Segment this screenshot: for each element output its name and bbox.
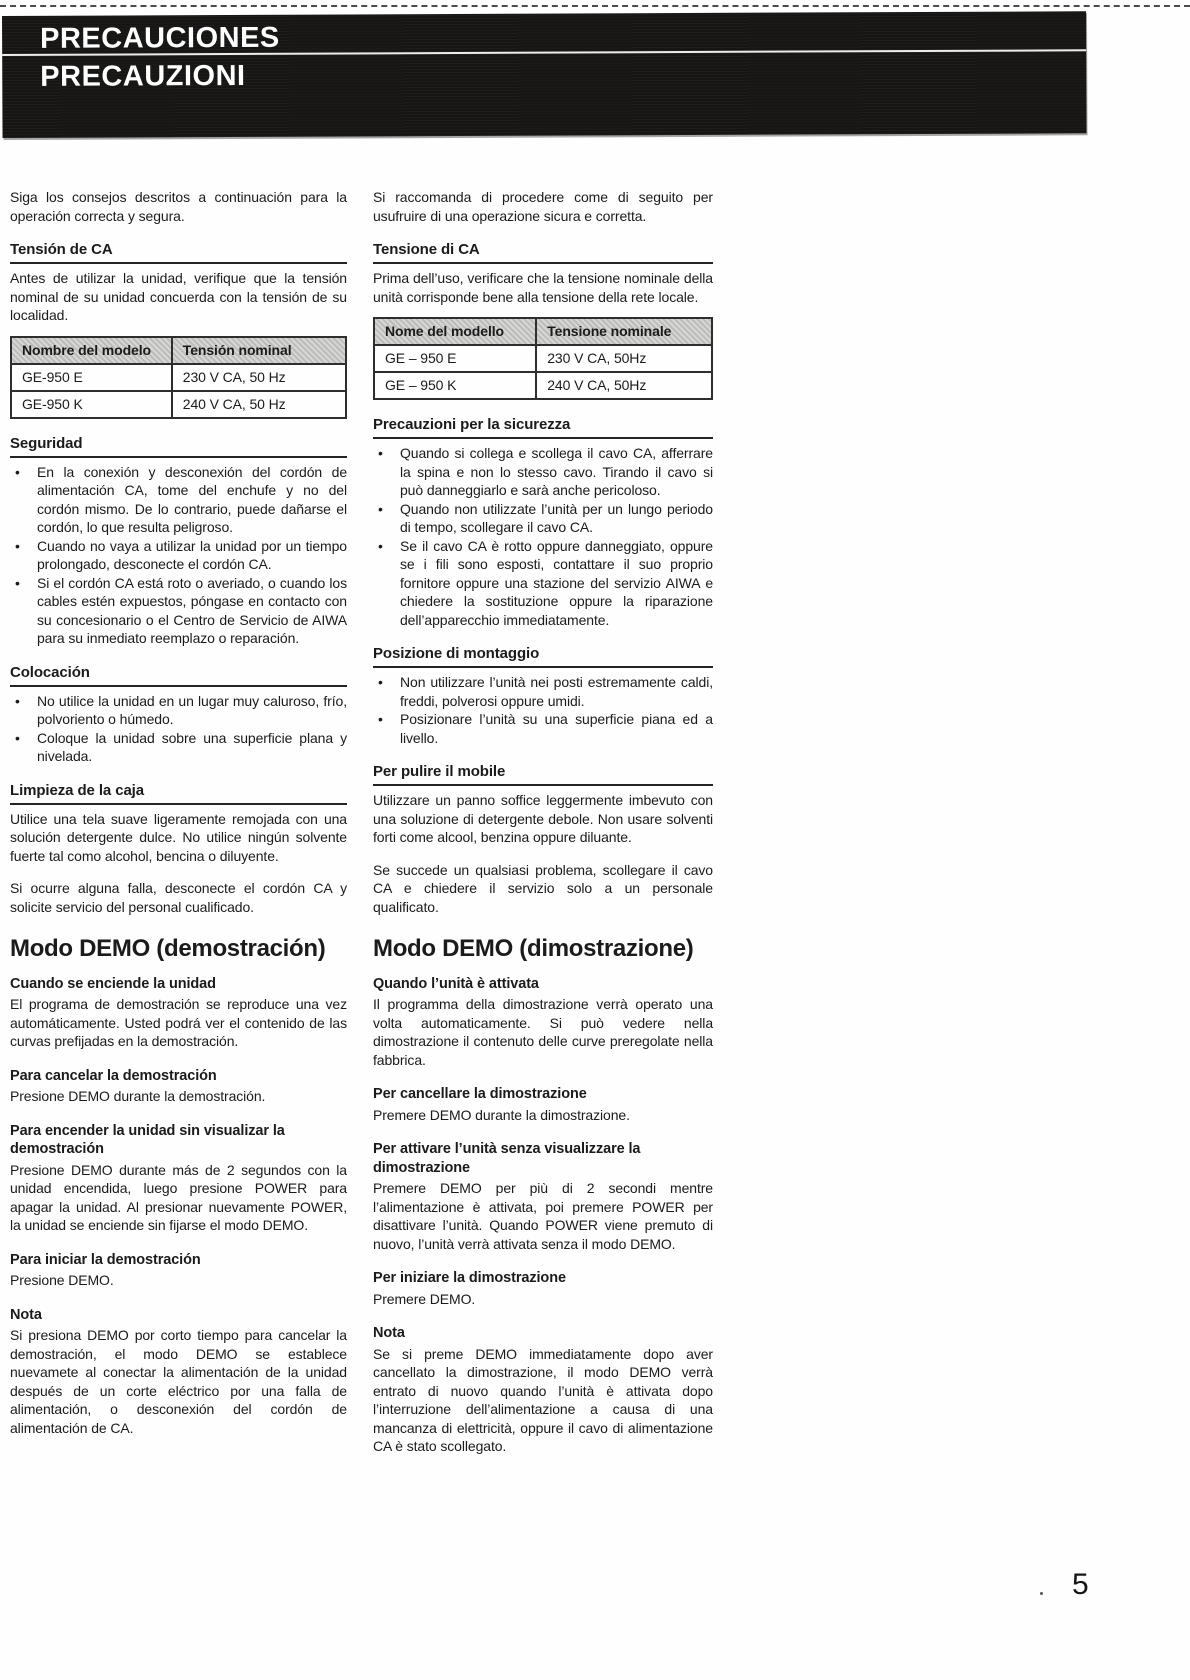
table-cell: GE-950 K — [11, 391, 172, 418]
table-row — [374, 372, 712, 399]
demo-paragraph: Presione DEMO durante la demostración. — [10, 1088, 266, 1104]
bullet-item: • Quando si collega e scollega il cavo CA, afferrare la spina e non lo stesso cavo. Tirando il cavo si può danneggiarlo e sarà anche pericoloso. — [373, 444, 713, 500]
voltage-heading-es: Tensión de CA — [10, 241, 347, 264]
table-header-cell: Tensione nominale — [536, 318, 712, 345]
fault-paragraph-es: Si ocurre alguna falla, desconecte el cordón CA y solicite servicio del personal cualificado. — [10, 880, 347, 915]
table-cell: 240 V CA, 50 Hz — [172, 391, 346, 418]
demo-paragraph: Presione DEMO. — [10, 1272, 114, 1288]
placement-heading-es: Colocación — [10, 664, 347, 687]
demo-paragraph: Il programma della dimostrazione verrà operato una volta automaticamente. Si può vedere nella dimostrazione il contenuto delle curve preregolate nella fabbrica. — [373, 996, 713, 1068]
demo-subheading: Para encender la unidad sin visualizar la demostración — [10, 1122, 285, 1157]
table-header-row — [374, 318, 712, 345]
demo-paragraph: Premere DEMO durante la dimostrazione. — [373, 1106, 630, 1123]
demo-paragraph: Premere DEMO. — [373, 1290, 476, 1307]
bullet-item: • Si el cordón CA está roto o averiado, o cuando los cables estén expuestos, póngase en contacto con su concesionario o el Centro de Servicio de AIWA para su inmediato reemplazo o reparación. — [10, 574, 347, 648]
demo-section-title-es: Modo DEMO (demostración) — [10, 935, 326, 962]
voltage-heading-it: Tensione di CA — [373, 241, 713, 264]
banner-title-italian: PRECAUZIONI — [40, 59, 246, 93]
column-italian — [373, 188, 713, 1456]
demo-paragraph: El programa de demostración se reproduce una vez automáticamente. Usted podrá ver el contenido de las curvas prefijadas en la demostración. — [10, 996, 347, 1049]
bullet-item: • Non utilizzare l’unità nei posti estremamente caldi, freddi, polverosi oppure umidi. — [373, 673, 713, 710]
bullet-item: • Cuando no vaya a utilizar la unidad por un tiempo prolongado, desconecte el cordón CA. — [10, 537, 347, 574]
title-banner — [2, 11, 1087, 138]
bullet-item: • En la conexión y desconexión del cordón de alimentación CA, tome del enchufe y no del cordón mismo. De lo contrario, puede dañarse el cordón, lo que resulta peligroso. — [10, 463, 347, 537]
note-paragraph: Se si preme DEMO immediatamente dopo aver cancellato la dimostrazione, il modo DEMO verrà entrato di nuovo quando l’unità è attivata dopo l’interruzione dell’alimentazione a causa di una mancanza di elettricità, oppure il cavo di alimentazione CA è stato scollegato. — [373, 1345, 713, 1454]
note-paragraph: Si presiona DEMO por corto tiempo para cancelar la demostración, el modo DEMO se establece nuevamete al conectar la alimentación de la unidad después de un corte eléctrico por una falla de alimentación, o desconexión del cordón de alimentación de CA. — [10, 1327, 347, 1436]
demo-subheading: Per iniziare la dimostrazione — [373, 1270, 566, 1286]
page-number: 5 — [1072, 1568, 1089, 1601]
demo-subheading: Quando l’unità è attivata — [373, 975, 539, 992]
cleaning-paragraph-es: Utilice una tela suave ligeramente remojada con una solución detergente dulce. No utilice ningún solvente fuerte tal como alcohol, bencina o diluyente. — [10, 810, 347, 864]
cleaning-heading-es: Limpieza de la caja — [10, 782, 347, 805]
demo-subheading: Per attivare l’unità senza visualizzare la dimostrazione — [373, 1141, 641, 1176]
demo-subheading: Per cancellare la dimostrazione — [373, 1086, 587, 1102]
bullet-item: • No utilice la unidad en un lugar muy caluroso, frío, polvoriento o húmedo. — [10, 692, 347, 729]
safety-heading-es: Seguridad — [10, 435, 347, 458]
demo-paragraph: Presione DEMO durante más de 2 segundos con la unidad encendida, luego presione POWER para apagar la unidad. Al presionar nuevamente POWER, la unidad se enciende sin fijarse el modo DEMO. — [10, 1161, 347, 1233]
voltage-paragraph-es: Antes de utilizar la unidad, verifique que la tensión nominal de su unidad concuerda con la tensión de su localidad. — [10, 270, 347, 323]
table-cell: 240 V CA, 50Hz — [536, 372, 712, 399]
table-header-cell: Tensión nominal — [172, 337, 346, 364]
intro-paragraph-es: Siga los consejos descritos a continuación para la operación correcta y segura. — [10, 189, 347, 224]
table-cell: 230 V CA, 50 Hz — [172, 364, 346, 391]
safety-bullet-list-it — [373, 444, 713, 629]
demo-subheading: Para iniciar la demostración — [10, 1251, 201, 1268]
fault-paragraph-it: Se succede un qualsiasi problema, scollegare il cavo CA e chiedere il servizio solo a un personale qualificato. — [373, 861, 713, 915]
column-spanish — [10, 188, 347, 1437]
table-header-row — [11, 337, 346, 364]
placement-bullet-list-it — [373, 673, 713, 747]
bullet-item: • Posizionare l’unità su una superficie piana ed a livello. — [373, 710, 713, 747]
table-cell: 230 V CA, 50Hz — [536, 345, 712, 372]
note-heading: Nota — [10, 1306, 42, 1323]
cleaning-heading-it: Per pulire il mobile — [373, 763, 713, 786]
table-header-cell: Nome del modello — [374, 318, 536, 345]
voltage-paragraph-it: Prima dell’uso, verificare che la tensione nominale della unità corrisponde bene alla tensione della rete locale. — [373, 270, 713, 305]
bullet-item: • Coloque la unidad sobre una superficie plana y nivelada. — [10, 729, 347, 766]
demo-paragraph: Premere DEMO per più di 2 secondi mentre l’alimentazione è attivata, poi premere POWER per disattivare l’unità. Quando POWER viene premuto di nuovo, l’unità verrà attivata senza il modo DEMO. — [373, 1180, 713, 1252]
demo-subheading: Cuando se enciende la unidad — [10, 975, 216, 992]
voltage-table-es — [10, 336, 347, 419]
table-header-cell: Nombre del modelo — [11, 337, 172, 364]
demo-subheading: Para cancelar la demostración — [10, 1067, 217, 1084]
scan-speck — [1040, 1592, 1043, 1595]
cleaning-paragraph-it: Utilizzare un panno soffice leggermente imbevuto con una soluzione di detergente debole. Non usare solventi forti come alcool, benzina oppure diluante. — [373, 792, 713, 845]
placement-bullet-list-es — [10, 692, 347, 766]
safety-heading-it: Precauzioni per la sicurezza — [373, 416, 713, 439]
safety-bullet-list-es — [10, 463, 347, 648]
table-row — [374, 345, 712, 372]
table-cell: GE – 950 E — [374, 345, 536, 372]
placement-heading-it: Posizione di montaggio — [373, 645, 713, 668]
bullet-item: • Quando non utilizzate l’unità per un lungo periodo di tempo, scollegare il cavo CA. — [373, 500, 713, 537]
note-heading: Nota — [373, 1325, 405, 1341]
demo-section-title-it: Modo DEMO (dimostrazione) — [373, 935, 694, 962]
table-cell: GE-950 E — [11, 364, 172, 391]
intro-paragraph-it: Si raccomanda di procedere come di seguito per usufruire di una operazione sicura e corretta. — [373, 189, 713, 224]
bullet-item: • Se il cavo CA è rotto oppure danneggiato, oppure se i fili sono esposti, contattare il suo proprio fornitore oppure una stazione del servizio AIWA e chiedere la sostituzione oppure la riparazione dell’apparecchio immediatamente. — [373, 537, 713, 630]
table-cell: GE – 950 K — [374, 372, 536, 399]
table-row — [11, 364, 346, 391]
banner-title-spanish: PRECAUCIONES — [2, 11, 1086, 56]
table-row — [11, 391, 346, 418]
page-top-rule — [0, 5, 1190, 7]
voltage-table-it — [373, 317, 713, 400]
